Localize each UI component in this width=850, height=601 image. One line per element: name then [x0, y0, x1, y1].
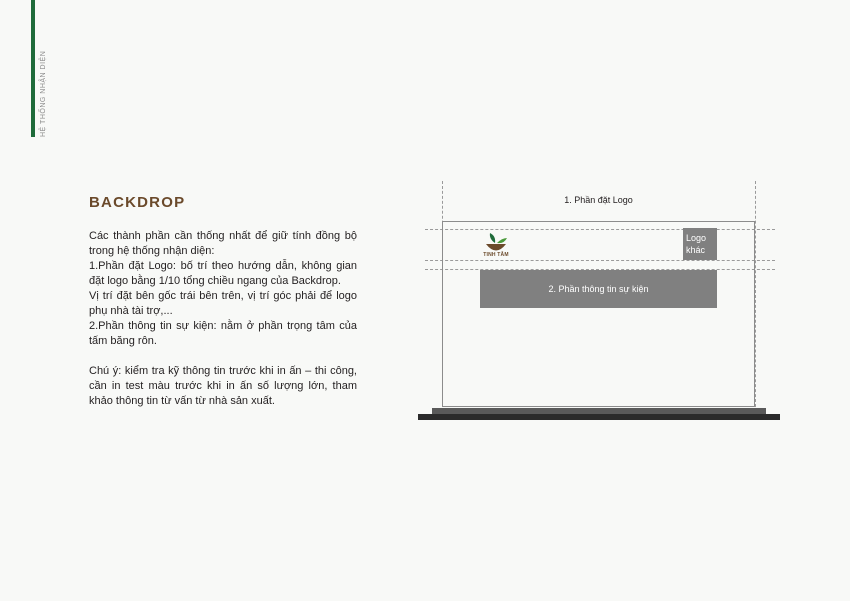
- paragraph-note: Chú ý: kiểm tra kỹ thông tin trước khi in ấn – thi công, cần in test màu trước khi in ấn số lượng lớn, tham khảo thông tin từ vấn từ nhà sản xuất.: [89, 365, 357, 407]
- description-text: [89, 229, 357, 409]
- paragraph-logo-area: 1.Phần đặt Logo: bố trí theo hướng dẫn, không gian đặt logo bằng 1/10 tổng chiều ngang của Backdrop.: [89, 260, 357, 287]
- paragraph-intro: Các thành phần cần thống nhất để giữ tính đồng bộ trong hệ thống nhận diện:: [89, 230, 357, 257]
- other-logo-label-line1: Logo: [686, 233, 707, 243]
- paragraph-event-info: 2.Phần thông tin sự kiện: nằm ở phần trọng tâm của tấm băng rôn.: [89, 320, 357, 347]
- event-info-label: 2. Phần thông tin sự kiện: [548, 284, 649, 294]
- other-logo-placeholder: [683, 228, 717, 260]
- paragraph-logo-position: Vị trí đặt bên gốc trái bên trên, vị trí góc phải để logo phụ nhà tài trợ,...: [89, 290, 357, 317]
- logo-area-label: 1. Phần đặt Logo: [564, 195, 633, 205]
- other-logo-label-line2: khác: [686, 245, 706, 255]
- accent-bar: [31, 0, 35, 137]
- brand-logo-wordmark: TINH TÂM: [483, 252, 509, 258]
- event-info-placeholder: [480, 270, 717, 308]
- backdrop-base-lower: [418, 414, 780, 420]
- section-side-label: HỆ THỐNG NHẬN DIỆN: [40, 50, 47, 137]
- page-title: BACKDROP: [89, 194, 186, 211]
- right-guide-line: [755, 181, 756, 407]
